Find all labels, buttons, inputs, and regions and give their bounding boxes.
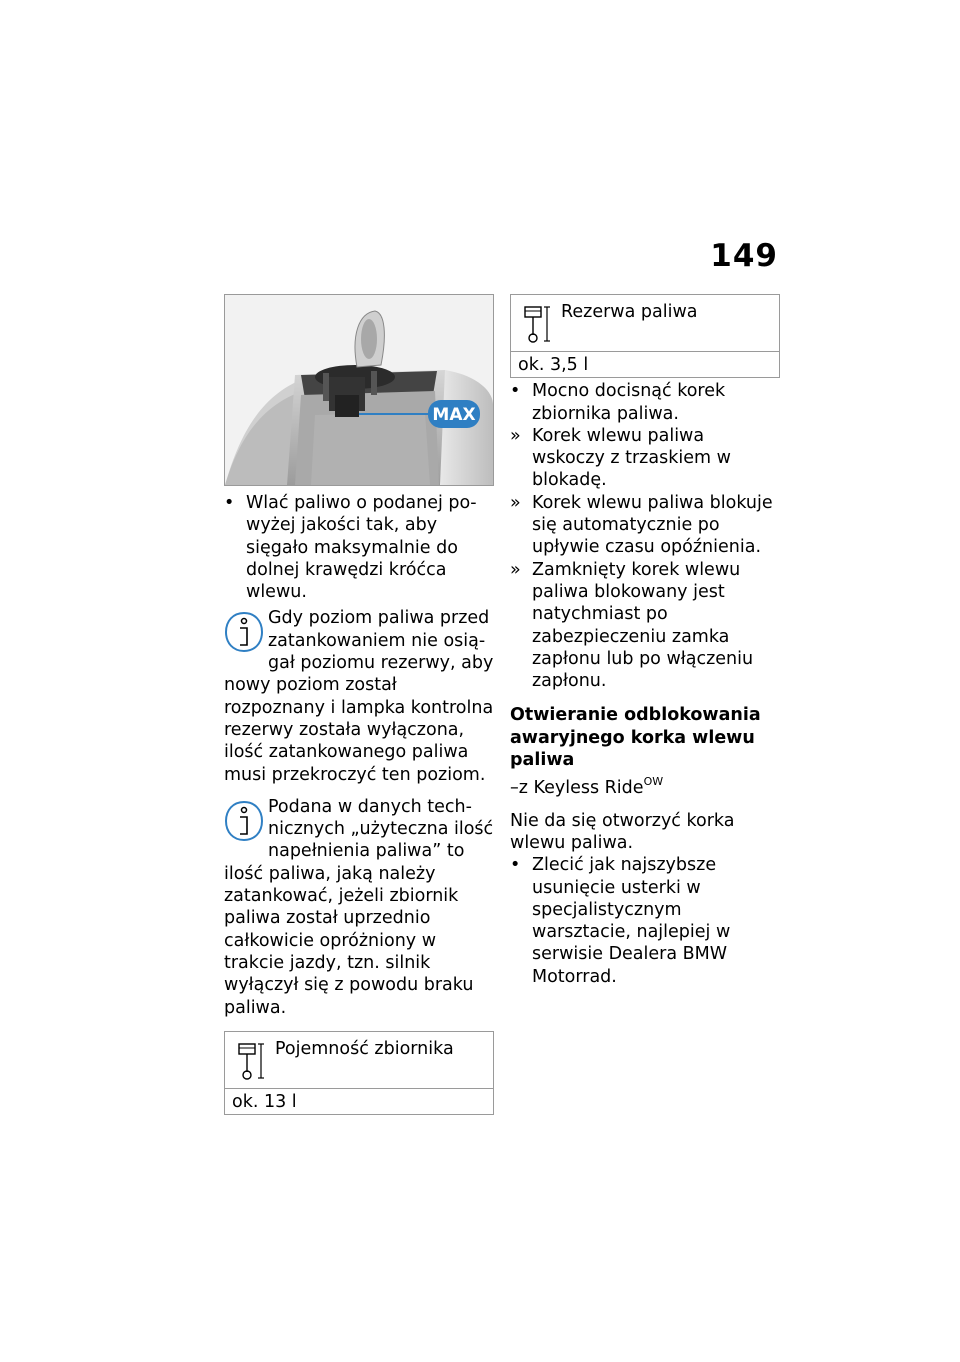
fuel-tank-illustration — [225, 295, 493, 485]
info-icon — [224, 800, 264, 844]
bullet-mark: • — [510, 381, 521, 402]
instruction-pour-fuel — [224, 492, 494, 603]
condition-line — [510, 771, 780, 799]
page-number: 149 — [710, 238, 778, 274]
spec-header — [225, 1032, 493, 1089]
bullet-mark: • — [224, 493, 235, 513]
instruction-press-cap — [510, 380, 780, 425]
piston-icon — [521, 305, 553, 345]
condition-text: –z Keyless Ride — [510, 778, 644, 799]
spec-label: Pojemność zbiornika — [275, 1038, 454, 1059]
condition-superscript: OW — [643, 775, 664, 789]
info-icon — [224, 611, 264, 655]
spec-label: Rezerwa paliwa — [561, 302, 698, 322]
max-badge-text: MAX — [432, 405, 476, 425]
note-text: Podana w danych technicznych „użyteczna ilość napełnienia paliwa” to ilość paliwa, jaką należy zatankować, jeżeli zbiornik paliwa został uprzednio całkowicie opróżniony w trakcie jazdy, tzn. silnik wyłączył się z powodu braku paliwa. — [224, 796, 494, 1018]
spec-header — [511, 295, 779, 352]
result-item — [510, 492, 780, 559]
instruction-workshop — [510, 854, 780, 988]
result-item — [510, 559, 780, 693]
spec-value: ok. 3,5 l — [518, 355, 589, 375]
left-column — [224, 294, 494, 1115]
result-text: Korek wlewu paliwa blokuje się automatycznie po upływie czasu opóźnienia. — [532, 492, 773, 558]
right-column — [510, 294, 780, 988]
spec-value: ok. 13 l — [232, 1091, 297, 1112]
fuel-filler-figure — [224, 294, 494, 486]
instruction-text: Mocno docisnąć korek zbiornika paliwa. — [532, 381, 726, 424]
piston-icon — [235, 1042, 267, 1082]
result-mark: » — [510, 425, 521, 446]
result-text: Zamknięty korek wlewu paliwa blokowany jest natychmiast po zabezpieczeniu zamka zapłonu lub po włączeniu zapłonu. — [532, 559, 754, 692]
note-usable-capacity — [224, 796, 494, 1019]
problem-text: Nie da się otworzyć korka wlewu paliwa. — [510, 810, 735, 853]
spec-tank-capacity — [224, 1031, 494, 1115]
bullet-mark: • — [510, 855, 521, 876]
result-item — [510, 425, 780, 492]
spec-fuel-reserve — [510, 294, 780, 378]
instruction-text: Wlać paliwo o podanej powyżej jakości tak, aby sięgało maksymalnie do dolnej krawędzi króćca wlewu. — [246, 493, 477, 603]
section-heading: Otwieranie odblokowania awaryjnego korka wlewu paliwa — [510, 705, 761, 771]
result-mark: » — [510, 559, 521, 580]
result-text: Korek wlewu paliwa wskoczy z trzaskiem w blokadę. — [532, 425, 731, 491]
instruction-text: Zlecić jak najszybsze usunięcie usterki w specjalistycznym warsztacie, najlepiej w serwisie Dealera BMW Motorrad. — [532, 855, 731, 987]
note-reserve — [224, 607, 494, 785]
result-mark: » — [510, 492, 521, 513]
note-text: Gdy poziom paliwa przed zatankowaniem nie osiągał poziomu rezerwy, aby nowy poziom został rozpoznany i lampka kontrolna rezerwy została wyłączona, ilość zatankowanego paliwa musi przekroczyć ten poziom. — [224, 608, 494, 785]
